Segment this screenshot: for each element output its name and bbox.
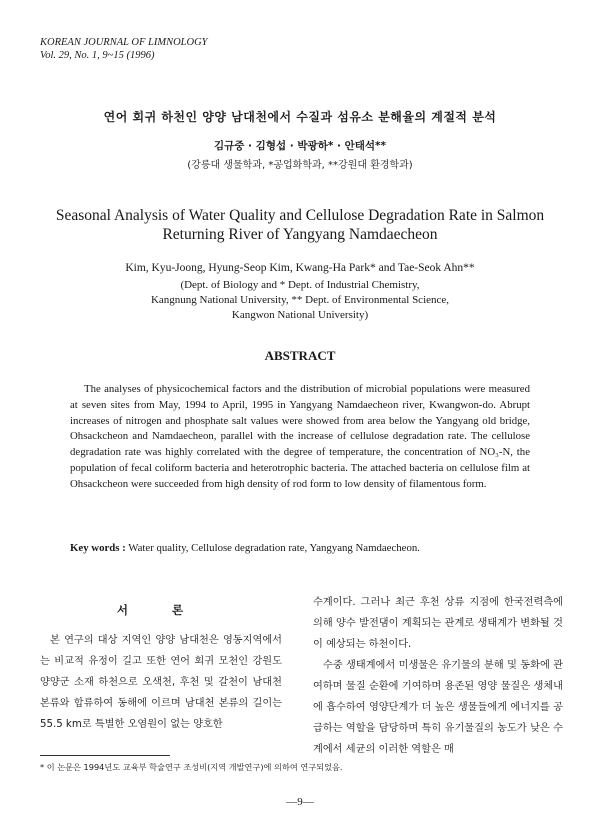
abstract-heading: ABSTRACT [264, 348, 336, 363]
keywords [70, 542, 540, 554]
page-number: —9— [286, 796, 314, 808]
intro-right-paragraph-1: 수계이다. 그러나 최근 후천 상류 지점에 한국전력측에 의해 양수 발전댐이 계획되는 관계로 생태계가 변화될 것이 예상되는 하천이다. [313, 597, 563, 650]
section-heading-introduction: 서 론 [116, 603, 204, 617]
footnote: * 이 논문은 1994년도 교육부 학술연구 조성비(지역 개발연구)에 의하여 연구되었음. [40, 762, 343, 772]
keywords-label: Key words : [70, 542, 126, 554]
keywords-text: Water quality, Cellulose degradation rate, Yangyang Namdaecheon. [125, 542, 420, 554]
journal-citation: Vol. 29, No. 1, 9~15 (1996) [40, 50, 155, 61]
english-authors: Kim, Kyu-Joong, Hyung-Seop Kim, Kwang-Ha Park* and Tae-Seok Ahn** [125, 262, 475, 274]
korean-title: 연어 회귀 하천인 양양 남대천에서 수질과 섬유소 분해율의 계절적 분석 [103, 110, 497, 124]
journal-name: KOREAN JOURNAL OF LIMNOLOGY [40, 37, 208, 48]
intro-right-column [313, 592, 563, 760]
korean-affiliation: (강릉대 생물학과, *공업화학과, **강원대 환경학과) [187, 160, 413, 171]
english-title [20, 206, 580, 244]
footnote-divider [40, 755, 170, 756]
abstract-text: The analyses of physicochemical factors and the distribution of microbial populations were measured at seven sites from May, 1994 to April, 1995 in Yangyang Namdaecheon river, Kwangwon-do. Abrupt increases of nitrogen and phosphate salt values were showed from area below the Yangyang old bridge, Ohsackcheon and Namdaecheon, parallel with the increase of cellulose degradation rate. The cellulose degradation rate was highly correlated with the degree of temperature, the concentration of NO₃-N, the population of fecal coliform bacteria and heterotrophic bacteria. The attached bacteria on cellulose film at Ohsackcheon were succeeded from high density of rod form to low density of filamentous form. [70, 383, 530, 490]
english-affiliation-line3: Kangwon National University) [231, 309, 369, 321]
intro-right-paragraph-2: 수중 생태계에서 미생물은 유기물의 분해 및 동화에 관여하며 물질 순환에 기여하며 용존된 영양 물질은 생체내에 흡수하여 영양단계가 더 높은 생물들에게 에너지를 공급하는 역할을 담당하며 특히 유기물질의 농도가 낮은 수계에서 세균의 이러한 역할은 매 [313, 660, 563, 755]
journal-header [40, 36, 208, 62]
english-title-line1: Seasonal Analysis of Water Quality and Cellulose Degradation Rate in Salmon [55, 207, 545, 224]
english-affiliation-line2: Kangnung National University, ** Dept. of Environmental Science, [150, 294, 450, 306]
english-title-line2: Returning River of Yangyang Namdaecheon [162, 226, 438, 243]
english-affiliation-line1: (Dept. of Biology and * Dept. of Industrial Chemistry, [180, 279, 420, 291]
intro-left-column: 본 연구의 대상 지역인 양양 남대천은 영동지역에서는 비교적 유정이 길고 또한 연어 회귀 모천인 강원도 양양군 소재 하천으로 오색천, 후천 및 갈천이 남대천 본류와 합류하여 동해에 이르며 남대천 본류의 길이는 55.5 km로 특별한 오염원이 없는 양호한 [40, 635, 282, 730]
korean-authors: 김규중 · 김형섭 · 박광하* · 안태석** [213, 140, 387, 152]
english-affiliation [0, 278, 600, 323]
